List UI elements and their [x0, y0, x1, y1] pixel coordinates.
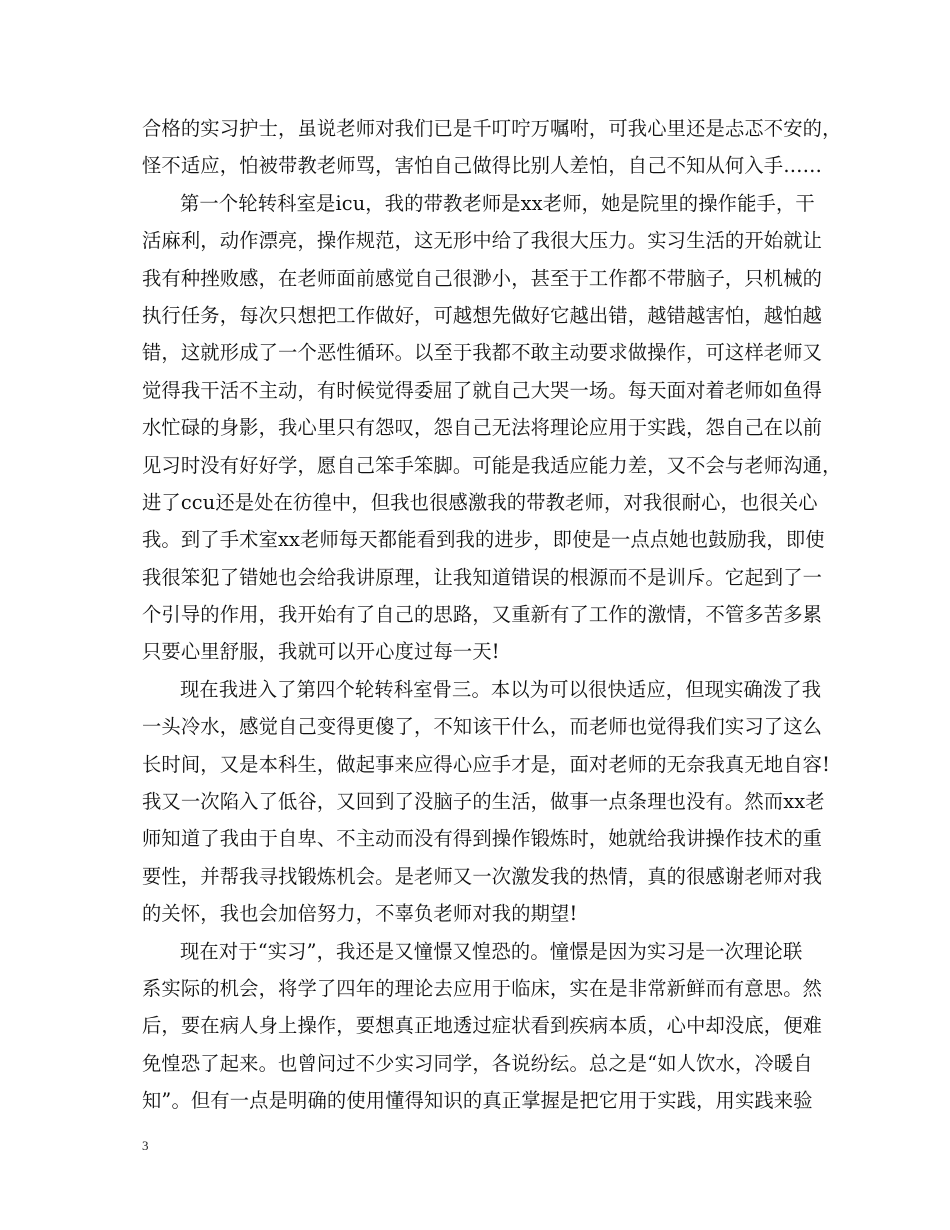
text-line: 知”。但有一点是明确的使用懂得知识的真正掌握是把它用于实践，用实践来验: [142, 1089, 813, 1113]
text-line: 合格的实习护士，虽说老师对我们已是千叮咛万嘱咐，可我心里还是忐忑不安的，: [142, 117, 842, 140]
text-line: 个引导的作用，我开始有了自己的思路，又重新有了工作的激情，不管多苦多累: [142, 603, 823, 627]
text-line: 我。到了手术室xx老师每天都能看到我的进步，即使是一点点她也鼓励我，即使: [142, 528, 825, 552]
text-line: 执行任务，每次只想把工作做好，可越想先做好它越出错，越错越害怕，越怕越: [142, 303, 823, 327]
text-line: 我很笨犯了错她也会给我讲原理，让我知道错误的根源而不是训斥。它起到了一: [142, 565, 823, 589]
text-line: 的关怀，我也会加倍努力，不辜负老师对我的期望!: [142, 902, 578, 926]
text-line: 进了ccu还是处在彷徨中，但我也很感激我的带教老师，对我很耐心，也很关心: [142, 490, 818, 514]
text-line: 长时间，又是本科生，做起事来应得心应手才是，面对老师的无奈我真无地自容!: [142, 752, 830, 776]
paragraph-start-line: 第一个轮转科室是icu，我的带教老师是xx老师，她是院里的操作能手，干: [180, 191, 815, 215]
text-line: 系实际的机会，将学了四年的理论去应用于临床，实在是非常新鲜而有意思。然: [142, 976, 823, 1000]
text-line: 我又一次陷入了低谷，又回到了没脑子的生活，做事一点条理也没有。然而xx老: [142, 790, 825, 814]
text-line: 要性，并帮我寻找锻炼机会。是老师又一次激发我的热情，真的很感谢老师对我: [142, 864, 823, 888]
text-line: 只要心里舒服，我就可以开心度过每一天!: [142, 640, 500, 664]
paragraph-start-line: 现在对于“实习”，我还是又憧憬又惶恐的。憧憬是因为实习是一次理论联: [180, 939, 803, 963]
text-line: 觉得我干活不主动，有时候觉得委屈了就自己大哭一场。每天面对着老师如鱼得: [142, 378, 823, 402]
text-line: 一头冷水，感觉自己变得更傻了，不知该干什么，而老师也觉得我们实习了这么: [142, 715, 823, 739]
text-line: 错，这就形成了一个恶性循环。以至于我都不敢主动要求做操作，可这样老师又: [142, 341, 823, 365]
text-line: 活麻利，动作漂亮，操作规范，这无形中给了我很大压力。实习生活的开始就让: [142, 229, 823, 253]
body-text: [142, 110, 842, 1120]
text-line: 水忙碌的身影，我心里只有怨叹，怨自己无法将理论应用于实践，怨自己在以前: [142, 416, 823, 440]
text-line: 见习时没有好好学，愿自己笨手笨脚。可能是我适应能力差，又不会与老师沟通，: [142, 453, 842, 477]
text-line: 免惶恐了起来。也曾问过不少实习同学，各说纷纭。总之是“如人饮水，冷暖自: [142, 1051, 813, 1075]
page-number: 3: [142, 1138, 149, 1153]
text-line: 后，要在病人身上操作，要想真正地透过症状看到疾病本质，心中却没底，便难: [142, 1014, 823, 1038]
paragraph-start-line: 现在我进入了第四个轮转科室骨三。本以为可以很快适应，但现实确泼了我: [180, 677, 822, 701]
text-line: 师知道了我由于自卑、不主动而没有得到操作锻炼时，她就给我讲操作技术的重: [142, 827, 823, 851]
text-line: 怪不适应，怕被带教老师骂，害怕自己做得比别人差怕，自己不知从何入手……: [142, 154, 823, 178]
text-line: 我有种挫败感，在老师面前感觉自己很渺小，甚至于工作都不带脑子，只机械的: [142, 266, 823, 290]
